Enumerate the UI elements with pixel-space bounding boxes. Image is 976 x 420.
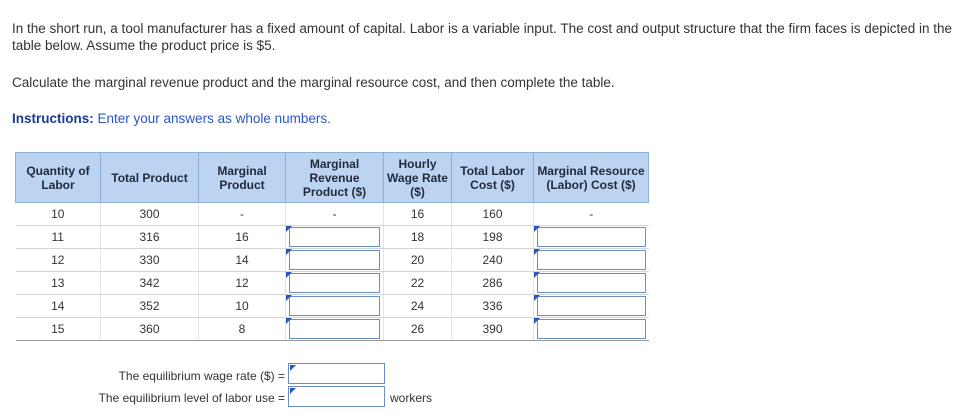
- mrp-input[interactable]: [289, 273, 380, 293]
- cell-marginal-product: 8: [199, 318, 286, 341]
- answer-flag-icon: [534, 295, 540, 301]
- instructions-label: Instructions: [12, 111, 90, 126]
- workers-unit-label: workers: [390, 391, 433, 405]
- cell-total-labor-cost: 160: [452, 203, 534, 226]
- header-marginal-resource-cost: Marginal Resource (Labor) Cost ($): [534, 153, 649, 203]
- mrp-input[interactable]: [289, 296, 380, 316]
- cell-mrc: [534, 272, 649, 295]
- cell-mrp: [286, 226, 384, 249]
- cell-total-labor-cost: 240: [452, 249, 534, 272]
- mrc-input[interactable]: [537, 250, 646, 270]
- equilibrium-labor-label: The equilibrium level of labor use =: [98, 391, 285, 405]
- mrc-input[interactable]: [537, 273, 646, 293]
- equilibrium-labor-input[interactable]: [288, 386, 385, 407]
- header-hourly-wage-rate: Hourly Wage Rate ($): [384, 153, 452, 203]
- cell-mrp: -: [286, 203, 384, 226]
- table-row: [16, 226, 649, 249]
- cell-total-product: 316: [101, 226, 199, 249]
- cell-wage: 20: [384, 249, 452, 272]
- mrc-input[interactable]: [537, 319, 646, 339]
- mrp-input[interactable]: [289, 250, 380, 270]
- cell-mrc: -: [534, 203, 649, 226]
- question-paragraph-2: Calculate the marginal revenue product and the marginal resource cost, and then complete the table.: [12, 75, 615, 90]
- cell-labor: 12: [16, 249, 101, 272]
- answer-flag-icon: [534, 318, 540, 324]
- cell-total-labor-cost: 286: [452, 272, 534, 295]
- cell-mrc: [534, 318, 649, 341]
- cell-total-product: 352: [101, 295, 199, 318]
- cell-labor: 13: [16, 272, 101, 295]
- answer-flag-icon: [534, 272, 540, 278]
- mrc-input[interactable]: [537, 296, 646, 316]
- cell-mrp: [286, 295, 384, 318]
- cell-mrc: [534, 249, 649, 272]
- table-row: [16, 318, 649, 341]
- cell-wage: 16: [384, 203, 452, 226]
- cell-labor: 15: [16, 318, 101, 341]
- cell-total-product: 360: [101, 318, 199, 341]
- cell-total-labor-cost: 336: [452, 295, 534, 318]
- table-row: [16, 203, 649, 226]
- cell-mrp: [286, 318, 384, 341]
- cell-total-product: 300: [101, 203, 199, 226]
- cell-labor: 11: [16, 226, 101, 249]
- cell-total-product: 330: [101, 249, 199, 272]
- answer-flag-icon: [286, 249, 292, 255]
- instructions-text: Enter your answers as whole numbers.: [97, 111, 331, 126]
- cell-mrc: [534, 226, 649, 249]
- cell-marginal-product: 10: [199, 295, 286, 318]
- answer-flag-icon: [286, 318, 292, 324]
- cell-mrp: [286, 272, 384, 295]
- table-row: [16, 272, 649, 295]
- equilibrium-wage-label: The equilibrium wage rate ($) =: [118, 369, 285, 383]
- header-marginal-product: Marginal Product: [199, 153, 286, 203]
- cell-mrp: [286, 249, 384, 272]
- cell-labor: 10: [16, 203, 101, 226]
- answer-flag-icon: [286, 295, 292, 301]
- table-header-row: [16, 153, 649, 203]
- cell-marginal-product: 16: [199, 226, 286, 249]
- header-quantity-of-labor: Quantity of Labor: [16, 153, 101, 203]
- cell-wage: 18: [384, 226, 452, 249]
- equilibrium-wage-input[interactable]: [288, 363, 385, 384]
- question-paragraph-1: In the short run, a tool manufacturer has a fixed amount of capital. Labor is a variable input. The cost and output structure that the firm faces is depicted in the table below. Assume the product price is $5.: [12, 21, 953, 53]
- instructions: Instructions: Enter your answers as whole numbers.: [12, 111, 331, 126]
- cell-total-product: 342: [101, 272, 199, 295]
- cell-marginal-product: 12: [199, 272, 286, 295]
- answer-flag-icon: [290, 388, 296, 394]
- answer-flag-icon: [534, 249, 540, 255]
- cell-wage: 24: [384, 295, 452, 318]
- answer-flag-icon: [290, 365, 296, 371]
- cell-wage: 22: [384, 272, 452, 295]
- header-total-labor-cost: Total Labor Cost ($): [452, 153, 534, 203]
- table-row: [16, 295, 649, 318]
- header-total-product: Total Product: [101, 153, 199, 203]
- answer-flag-icon: [286, 226, 292, 232]
- header-marginal-revenue-product: Marginal Revenue Product ($): [286, 153, 384, 203]
- labor-cost-table: [15, 152, 649, 341]
- mrp-input[interactable]: [289, 319, 380, 339]
- table-row: [16, 249, 649, 272]
- cell-wage: 26: [384, 318, 452, 341]
- cell-marginal-product: -: [199, 203, 286, 226]
- cell-total-labor-cost: 198: [452, 226, 534, 249]
- cell-mrc: [534, 295, 649, 318]
- cell-total-labor-cost: 390: [452, 318, 534, 341]
- cell-marginal-product: 14: [199, 249, 286, 272]
- mrc-input[interactable]: [537, 227, 646, 247]
- answer-flag-icon: [286, 272, 292, 278]
- answer-flag-icon: [534, 226, 540, 232]
- mrp-input[interactable]: [289, 227, 380, 247]
- cell-labor: 14: [16, 295, 101, 318]
